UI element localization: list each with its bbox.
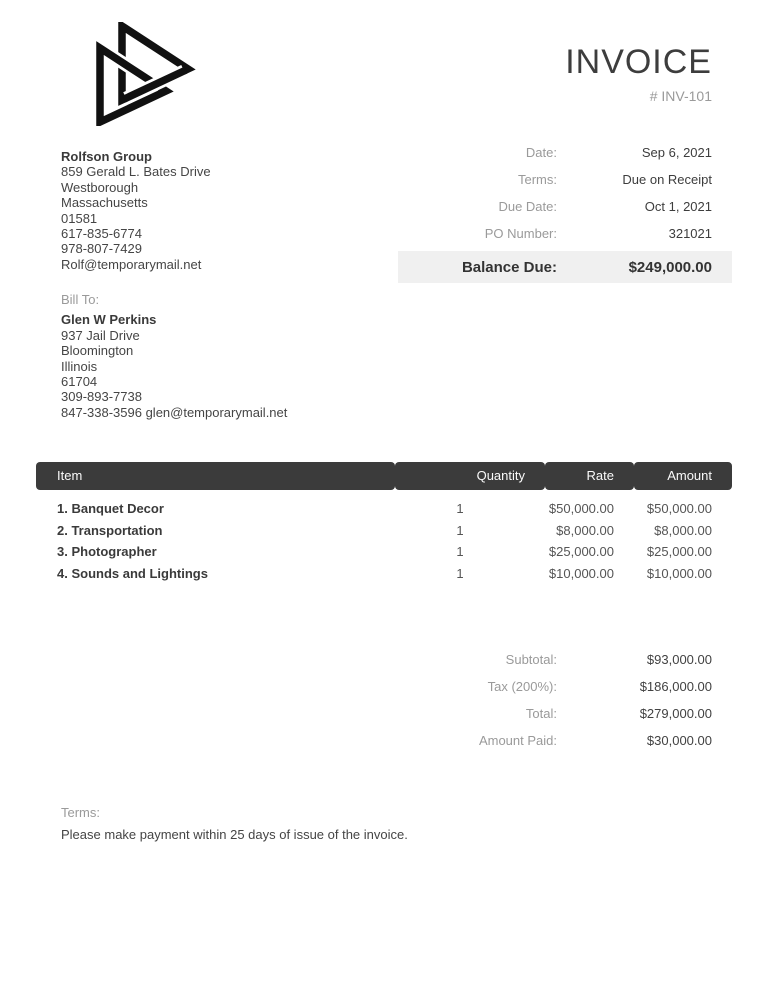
invoice-title: INVOICE bbox=[565, 43, 712, 81]
item-name: 2. Transportation bbox=[57, 522, 163, 538]
sender-email: Rolf@temporarymail.net bbox=[61, 256, 202, 272]
item-name: 4. Sounds and Lightings bbox=[57, 565, 208, 581]
terms-value: Due on Receipt bbox=[622, 172, 712, 187]
table-body bbox=[36, 498, 732, 584]
tax-label: Tax (200%): bbox=[487, 679, 557, 694]
totals-block bbox=[398, 646, 732, 754]
bill-to-label: Bill To: bbox=[61, 292, 100, 307]
column-header-quantity: Quantity bbox=[395, 462, 545, 490]
bill-to-address-line: Bloomington bbox=[61, 343, 134, 359]
item-quantity: 1 bbox=[456, 501, 464, 516]
terms-label: Terms: bbox=[518, 172, 557, 187]
item-name: 1. Banquet Decor bbox=[57, 501, 164, 516]
table-row bbox=[36, 563, 732, 585]
column-header-item: Item bbox=[36, 462, 395, 490]
sender-address-block bbox=[61, 149, 211, 272]
sender-name: Rolfson Group bbox=[61, 149, 152, 164]
table-row bbox=[36, 520, 732, 542]
sender-phone: 617-835-6774 bbox=[61, 226, 142, 242]
item-amount: $10,000.00 bbox=[646, 565, 712, 581]
sender-phone: 978-807-7429 bbox=[61, 241, 142, 257]
subtotal-value: $93,000.00 bbox=[646, 652, 712, 667]
bill-to-address-line: 937 Jail Drive bbox=[61, 327, 140, 343]
item-quantity: 1 bbox=[456, 522, 464, 538]
subtotal-row bbox=[398, 646, 732, 673]
due-date-label: Due Date: bbox=[498, 199, 557, 214]
column-header-amount: Amount bbox=[634, 462, 732, 490]
sender-address-line: 859 Gerald L. Bates Drive bbox=[61, 164, 211, 180]
table-row bbox=[36, 498, 732, 520]
meta-row-due-date bbox=[398, 193, 732, 220]
bill-to-block bbox=[61, 292, 287, 420]
column-header-rate: Rate bbox=[545, 462, 634, 490]
tax-row bbox=[398, 673, 732, 700]
balance-due-row bbox=[398, 251, 732, 283]
amount-paid-row bbox=[398, 727, 732, 754]
bill-to-name: Glen W Perkins bbox=[61, 312, 157, 328]
total-value: $279,000.00 bbox=[639, 706, 712, 721]
bill-to-address-line: Illinois bbox=[61, 358, 98, 374]
invoice-meta-block bbox=[398, 139, 732, 283]
balance-due-label: Balance Due: bbox=[461, 258, 557, 276]
title-block bbox=[565, 44, 712, 104]
amount-paid-value: $30,000.00 bbox=[646, 733, 712, 748]
bill-to-address-line: 61704 bbox=[61, 374, 98, 390]
invoice-number: # INV-101 bbox=[649, 88, 712, 105]
line-items-table bbox=[36, 462, 732, 584]
bill-to-phone: 309-893-7738 bbox=[61, 389, 142, 405]
item-quantity: 1 bbox=[456, 544, 464, 559]
sender-address-line: Massachusetts bbox=[61, 195, 148, 211]
po-number-value: 321021 bbox=[668, 226, 712, 241]
terms-section-label: Terms: bbox=[61, 805, 100, 820]
terms-block bbox=[61, 805, 408, 842]
sender-address-line: 01581 bbox=[61, 210, 98, 226]
meta-row-po-number bbox=[398, 220, 732, 247]
item-rate: $10,000.00 bbox=[548, 565, 614, 581]
subtotal-label: Subtotal: bbox=[505, 652, 557, 667]
item-rate: $50,000.00 bbox=[548, 501, 614, 516]
amount-paid-label: Amount Paid: bbox=[478, 733, 557, 748]
table-header-row bbox=[36, 462, 732, 490]
total-label: Total: bbox=[525, 706, 557, 721]
item-quantity: 1 bbox=[456, 565, 464, 581]
item-amount: $25,000.00 bbox=[646, 544, 712, 559]
item-rate: $25,000.00 bbox=[548, 544, 614, 559]
item-amount: $50,000.00 bbox=[646, 501, 712, 516]
terms-text: Please make payment within 25 days of issue of the invoice. bbox=[61, 827, 408, 842]
sender-address-line: Westborough bbox=[61, 179, 139, 195]
item-name: 3. Photographer bbox=[57, 544, 157, 559]
item-amount: $8,000.00 bbox=[654, 522, 712, 538]
total-row bbox=[398, 700, 732, 727]
balance-due-value: $249,000.00 bbox=[628, 258, 712, 276]
tax-value: $186,000.00 bbox=[639, 679, 712, 694]
item-rate: $8,000.00 bbox=[556, 522, 614, 538]
date-value: Sep 6, 2021 bbox=[641, 145, 712, 160]
po-number-label: PO Number: bbox=[484, 226, 557, 241]
meta-row-date bbox=[398, 139, 732, 166]
table-row bbox=[36, 541, 732, 563]
date-label: Date: bbox=[525, 145, 557, 160]
due-date-value: Oct 1, 2021 bbox=[644, 199, 712, 214]
company-logo-icon bbox=[96, 22, 196, 126]
bill-to-contact: 847-338-3596 glen@temporarymail.net bbox=[61, 404, 288, 420]
meta-row-terms bbox=[398, 166, 732, 193]
